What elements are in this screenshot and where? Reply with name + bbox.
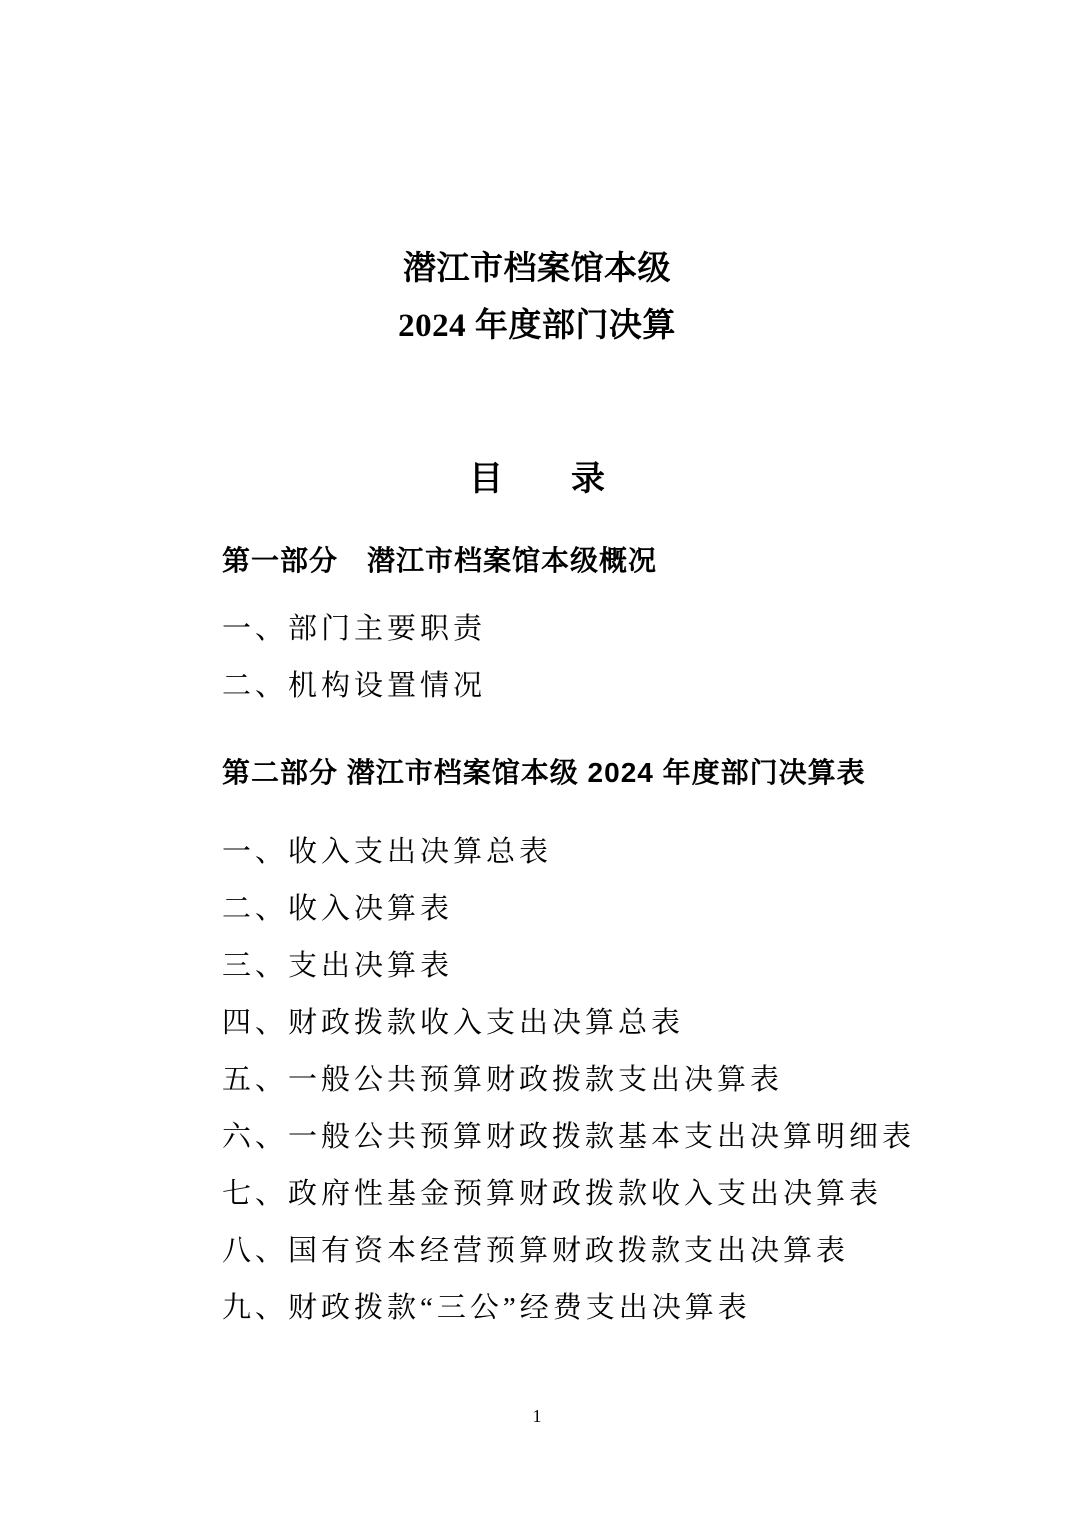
toc-entry: 四、财政拨款收入支出决算总表 bbox=[222, 1007, 685, 1039]
toc-entry: 二、收入决算表 bbox=[222, 893, 454, 925]
toc-entry: 六、一般公共预算财政拨款基本支出决算明细表 bbox=[222, 1121, 916, 1153]
page-number: 1 bbox=[532, 1406, 542, 1426]
toc-entry: 三、支出决算表 bbox=[222, 950, 454, 982]
toc-title: 目 录 bbox=[469, 461, 605, 498]
document-title-line2: 2024 年度部门决算 bbox=[398, 308, 676, 344]
document-title-line1: 潜江市档案馆本级 bbox=[403, 251, 671, 287]
section1-heading: 第一部分 潜江市档案馆本级概况 bbox=[222, 545, 658, 576]
section1-list bbox=[222, 601, 486, 715]
toc-entry: 九、财政拨款“三公”经费支出决算表 bbox=[222, 1292, 751, 1324]
toc-entry: 一、收入支出决算总表 bbox=[222, 836, 553, 868]
toc-entry: 七、政府性基金预算财政拨款收入支出决算表 bbox=[222, 1178, 883, 1210]
toc-entry: 八、国有资本经营预算财政拨款支出决算表 bbox=[222, 1235, 850, 1267]
section2-list bbox=[222, 824, 915, 1337]
toc-entry: 一、部门主要职责 bbox=[222, 613, 487, 645]
toc-entry: 五、一般公共预算财政拨款支出决算表 bbox=[222, 1064, 784, 1096]
section2-heading: 第二部分 潜江市档案馆本级 2024 年度部门决算表 bbox=[222, 757, 866, 788]
document-title bbox=[0, 241, 1074, 355]
toc-entry: 二、机构设置情况 bbox=[222, 670, 487, 702]
